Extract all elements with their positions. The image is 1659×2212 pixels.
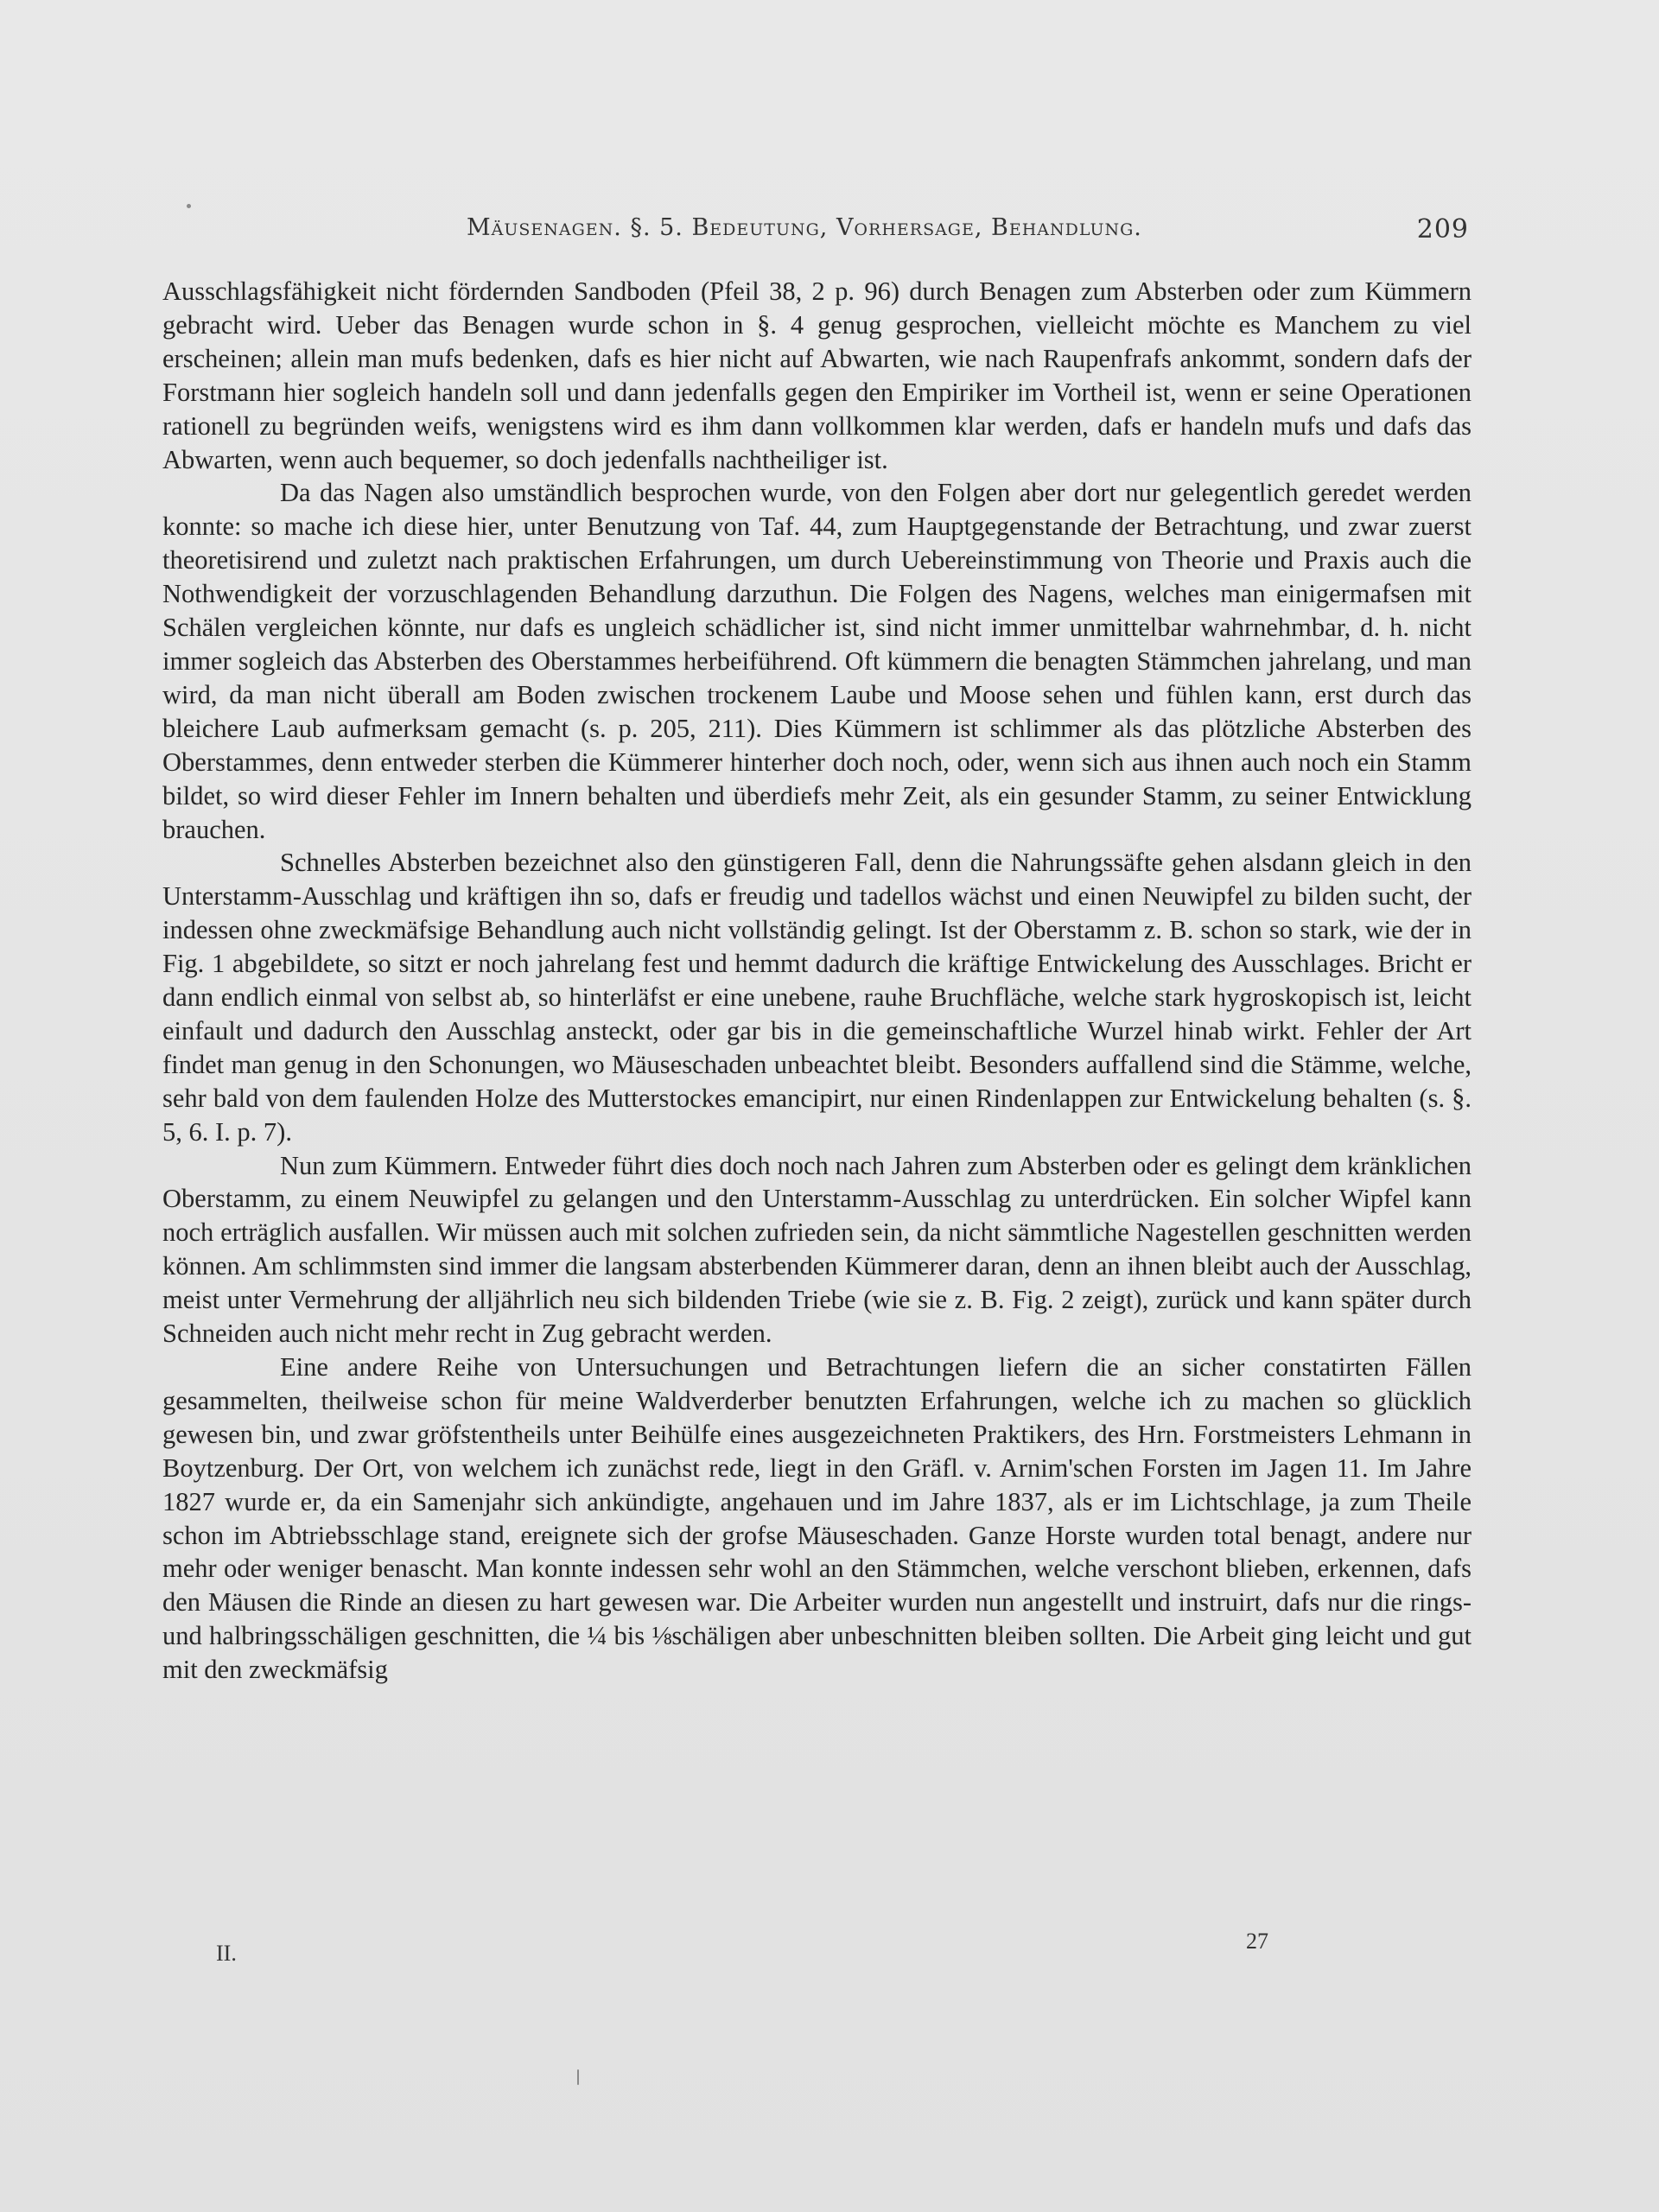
print-speck — [187, 204, 191, 208]
body-text — [162, 275, 1471, 1687]
signature-mark: 27 — [1246, 1929, 1268, 1954]
paragraph-4: Nun zum Kümmern. Entweder führt dies doch noch nach Jahren zum Absterben oder es gelingt dem kränklichen Oberstamm, zu einem Neuwipfel zu gelangen und den Unterstamm-Ausschlag zu unterdrücken. Ein solcher Wipfel kann noch erträglich ausfallen. Wir müssen auch mit solchen zufrieden sein, da nicht sämmtliche Nagestellen geschnitten werden können. Am schlimmsten sind immer die langsam absterbenden Kümmerer daran, denn an ihnen bleibt auch der Ausschlag, meist unter Vermehrung der alljährlich neu sich bildenden Triebe (wie sie z. B. Fig. 2 zeigt), zurück und kann später durch Schneiden auch nicht mehr recht in Zug gebracht werden. — [162, 1150, 1471, 1349]
running-header — [467, 214, 1469, 249]
running-title: Mäusenagen. §. 5. Bedeutung, Vorhersage, Behandlung. — [467, 214, 1142, 241]
paragraph-5: Eine andere Reihe von Untersuchungen und Betrachtungen liefern die an sicher constatirten Fällen gesammelten, theilweise schon für meine Waldverderber benutzten Erfahrungen, welche ich zu machen so glücklich gewesen bin, und zwar gröfstentheils unter Beihülfe eines ausgezeichneten Praktikers, des Hrn. Forstmeisters Lehmann in Boytzenburg. Der Ort, von welchem ich zunächst rede, liegt in den Gräfl. v. Arnim'schen Forsten im Jagen 11. Im Jahre 1827 wurde er, da ein Samenjahr sich ankündigte, angehauen und im Jahre 1837, als er im Lichtschlage, ja zum Theile schon im Abtriebsschlage stand, ereignete sich der grofse Mäuseschaden. Ganze Horste wurden total benagt, andere nur mehr oder weniger benascht. Man konnte indessen sehr wohl an den Stämmchen, welche verschont blieben, erkennen, dafs den Mäusen die Rinde an diesen zu hart gewesen war. Die Arbeiter wurden nun angestellt und instruirt, dafs nur die rings- und halbringsschäligen geschnitten, die ¼ bis ⅛schäligen aber unbeschnitten bleiben sollten. Die Arbeit ging leicht und gut mit den zweckmäfsig — [162, 1352, 1471, 1685]
volume-marker: II. — [216, 1941, 237, 1966]
paragraph-1: Ausschlagsfähigkeit nicht fördernden Sandboden (Pfeil 38, 2 p. 96) durch Benagen zum Absterben oder zum Kümmern gebracht wird. Ueber das Benagen wurde schon in §. 4 genug gesprochen, vielleicht möchte es Manchem zu viel erscheinen; allein man mufs bedenken, dafs es hier nicht auf Abwarten, wie nach Raupenfrafs ankommt, sondern dafs der Forstmann hier sogleich handeln soll und dann jedenfalls gegen den Empiriker im Vortheil ist, wenn er seine Operationen rationell zu begründen weifs, wenigstens wird es ihm dann vollkommen klar werden, dafs er handeln mufs und dafs das Abwarten, wenn auch bequemer, so doch jedenfalls nachtheiliger ist. — [162, 276, 1471, 474]
page-number: 209 — [1416, 214, 1469, 245]
print-speck — [577, 2069, 579, 2085]
page-footer — [216, 1929, 1339, 1966]
paragraph-2: Da das Nagen also umständlich besprochen wurde, von den Folgen aber dort nur gelegentlich geredet werden konnte: so mache ich diese hier, unter Benutzung von Taf. 44, zum Hauptgegenstande der Betrachtung, und zwar zuerst theoretisirend und zuletzt nach praktischen Erfahrungen, um durch Uebereinstimmung von Theorie und Praxis auch die Nothwendigkeit der vorzuschlagenden Behandlung darzuthun. Die Folgen des Nagens, welches man einigermafsen mit Schälen vergleichen könnte, nur dafs es ungleich schädlicher ist, sind nicht immer unmittelbar wahrnehmbar, d. h. nicht immer sogleich das Absterben des Oberstammes herbeiführend. Oft kümmern die benagten Stämmchen jahrelang, und man wird, da man nicht überall am Boden zwischen trockenem Laube und Moose sehen und fühlen kann, erst durch das bleichere Laub aufmerksam gemacht (s. p. 205, 211). Dies Kümmern ist schlimmer als das plötzliche Absterben des Oberstammes, denn entweder sterben die Kümmerer hinterher doch noch, oder, wenn sich aus ihnen auch noch ein Stamm bildet, so wird dieser Fehler im Innern behalten und überdiefs mehr Zeit, als ein gesunder Stamm, zu seiner Entwicklung brauchen. — [162, 478, 1471, 844]
paragraph-3: Schnelles Absterben bezeichnet also den günstigeren Fall, denn die Nahrungssäfte gehen alsdann gleich in den Unterstamm-Ausschlag und kräftigen ihn so, dafs er freudig und tadellos wächst und einen Neuwipfel zu bilden sucht, der indessen ohne zweckmäfsige Behandlung auch nicht vollständig gelingt. Ist der Oberstamm z. B. schon so stark, wie der in Fig. 1 abgebildete, so sitzt er noch jahrelang fest und hemmt dadurch die kräftige Entwickelung des Ausschlages. Bricht er dann endlich einmal von selbst ab, so hinterläfst er eine unebene, rauhe Bruchfläche, welche stark hygroskopisch ist, leicht einfault und dadurch den Ausschlag ansteckt, oder gar bis in die gemeinschaftliche Wurzel hinab wirkt. Fehler der Art findet man genug in den Schonungen, wo Mäuseschaden unbeachtet bleibt. Besonders auffallend sind die Stämme, welche, sehr bald von dem faulenden Holze des Mutterstockes emancipirt, nur einen Rindenlappen zur Entwickelung behalten (s. §. 5, 6. I. p. 7). — [162, 848, 1471, 1147]
